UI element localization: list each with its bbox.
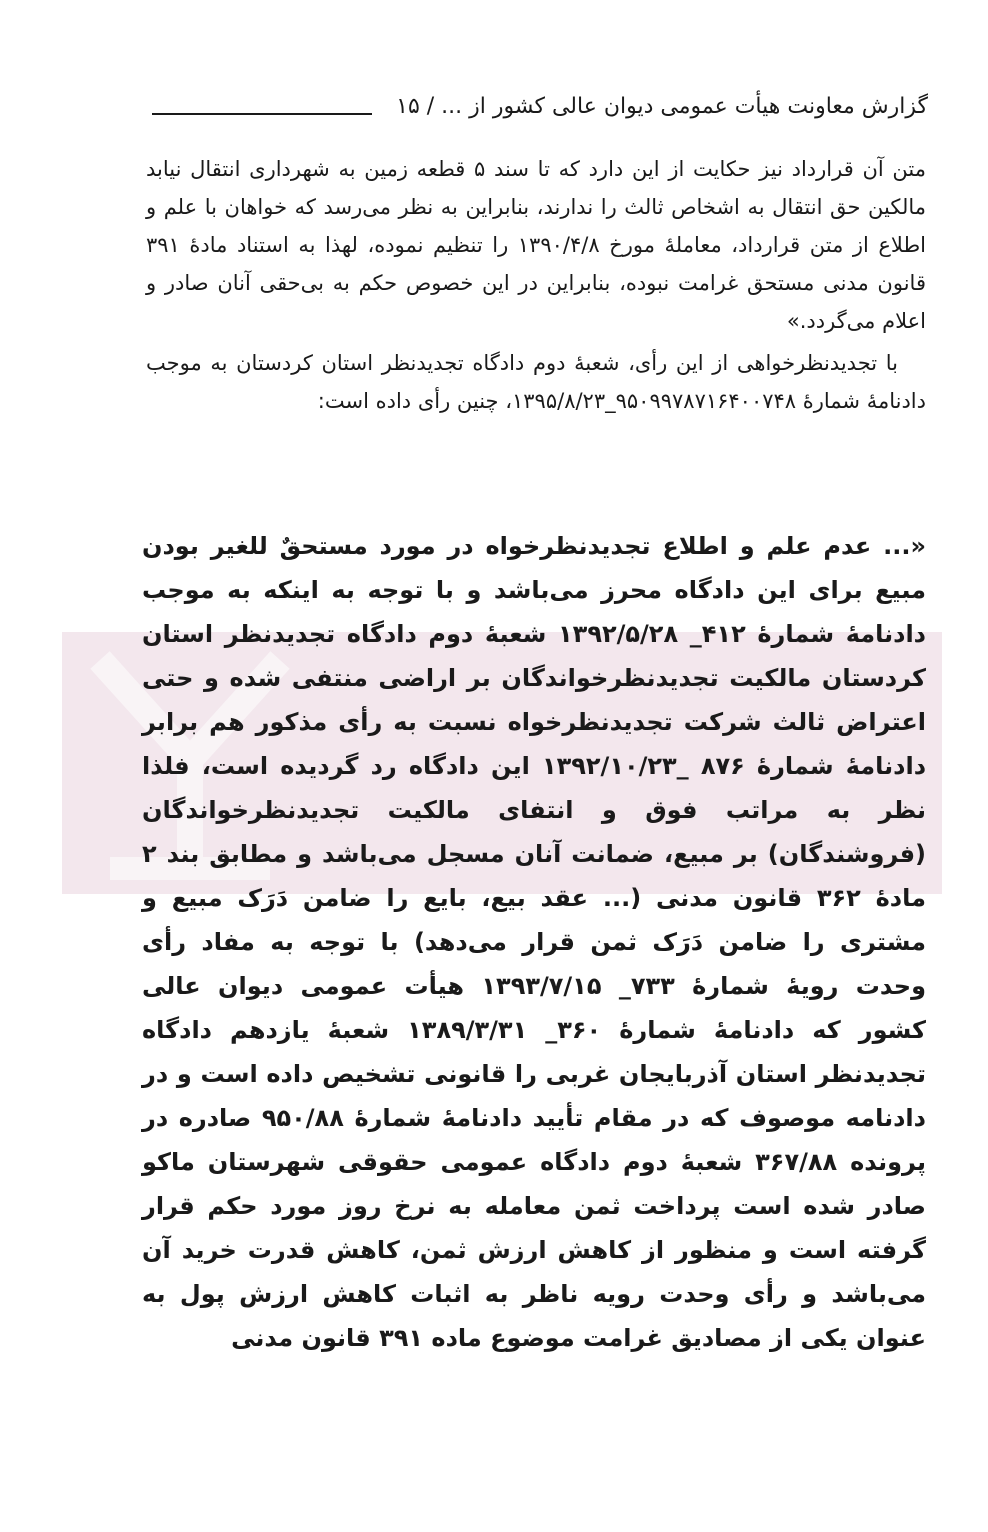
paragraph-2: با تجدیدنظرخواهی از این رأی، شعبهٔ دوم دادگاه تجدیدنظر استان کردستان به موجب دادنامهٔ شمارهٔ ۹۵۰۹۹۷۸۷۱۶۴۰۰۷۴۸_۱۳۹۵/۸/۲۳، چنین رأی داده است: bbox=[146, 351, 926, 413]
body-text bbox=[146, 150, 926, 420]
quoted-ruling bbox=[142, 524, 926, 1360]
header-title: گزارش معاونت هیأت عمومی دیوان عالی کشور از ... / ۱۵ bbox=[396, 94, 928, 119]
quote-text: «... عدم علم و اطلاع تجدیدنظرخواه در مورد مستحقٌ للغیر بودن مبیع برای این دادگاه محرز می‌باشد و با توجه به اینکه به موجب دادنامهٔ شمارهٔ ۴۱۲_ ۱۳۹۲/۵/۲۸ شعبهٔ دوم دادگاه تجدیدنظر استان کردستان مالکیت تجدیدنظرخواندگان بر اراضی منتفی شده و حتی اعتراض ثالث شرکت تجدیدنظرخواه نسبت به رأی مذکور هم برابر دادنامهٔ شمارهٔ ۸۷۶ _۱۳۹۲/۱۰/۲۳ این دادگاه رد گردیده است، فلذا نظر به مراتب فوق و انتفای مالکیت تجدیدنظرخواندگان (فروشندگان) بر مبیع، ضمانت آنان مسجل می‌باشد و مطابق بند ۲ مادهٔ ۳۶۲ قانون مدنی (... عقد بیع، بایع را ضامن دَرَک مبیع و مشتری را ضامن دَرَک ثمن قرار می‌دهد) با توجه به مفاد رأی وحدت رویهٔ شمارهٔ ۷۳۳_ ۱۳۹۳/۷/۱۵ هیأت عمومی دیوان عالی کشور که دادنامهٔ شمارهٔ ۳۶۰_ ۱۳۸۹/۳/۳۱ شعبهٔ یازدهم دادگاه تجدیدنظر استان آذربایجان غربی را قانونی تشخیص داده است و در دادنامه موصوف که در مقام تأیید دادنامهٔ شمارهٔ ۹۵۰/۸۸ صادره در پرونده ۳۶۷/۸۸ شعبهٔ دوم دادگاه عمومی حقوقی شهرستان ماکو صادر شده است پرداخت ثمن معامله به نرخ روز مورد حکم قرار گرفته است و منظور از کاهش ارزش ثمن، کاهش قدرت خرید آن می‌باشد و رأی وحدت رویه ناظر به اثبات کاهش ارزش پول به عنوان یکی از مصادیق غرامت موضوع ماده ۳۹۱ قانون مدنی bbox=[142, 532, 927, 1352]
running-header bbox=[120, 94, 928, 119]
header-rule bbox=[152, 113, 372, 115]
paragraph-1: متن آن قرارداد نیز حکایت از این دارد که تا سند ۵ قطعه زمین به شهرداری انتقال نیابد مالکین حق انتقال به اشخاص ثالث را ندارند، بنابراین به نظر می‌رسد که خواهان با علم و اطلاع از متن قرارداد، معاملهٔ مورخ ۱۳۹۰/۴/۸ را تنظیم نموده، لهذا به استناد مادهٔ ۳۹۱ قانون مدنی مستحق غرامت نبوده، بنابراین در این خصوص حکم به بی‌حقی آنان صادر و اعلام می‌گردد.» bbox=[146, 157, 926, 333]
